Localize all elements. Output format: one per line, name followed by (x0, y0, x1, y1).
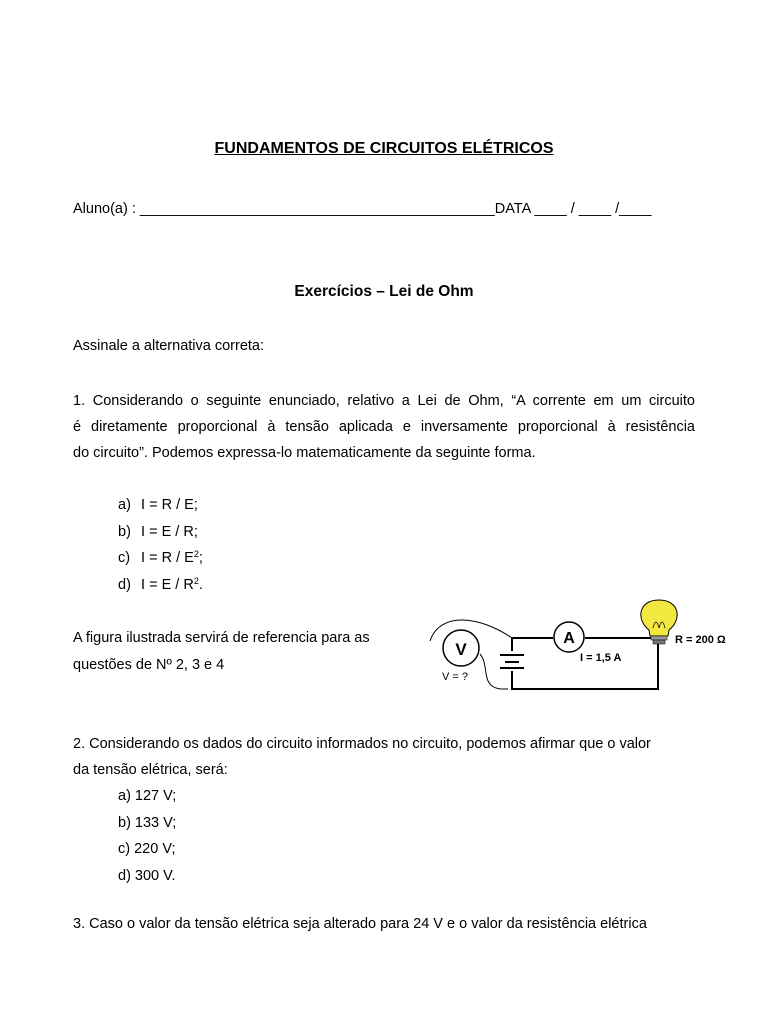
option-c[interactable] (118, 545, 203, 572)
figure-reference-line-2: questões de Nº 2, 3 e 4 (73, 657, 225, 673)
current-label: I = 1,5 A (580, 652, 622, 664)
ammeter-label: A (563, 630, 575, 647)
question-1-line-2: é diretamente proporcional à tensão aplicada e inversamente proporcional à resistência (73, 419, 695, 435)
figure-reference-line-1: A figura ilustrada servirá de referencia para as (73, 630, 370, 646)
circuit-diagram (420, 596, 740, 696)
option-label: c) (118, 550, 131, 566)
option-label: d) (118, 576, 131, 593)
voltage-label: V = ? (442, 671, 468, 683)
question-1 (73, 388, 695, 466)
student-date-line: Aluno(a) : ____________________________________________DATA ____ / ____ /____ (73, 201, 652, 217)
option-d[interactable]: d) 300 V. (118, 867, 176, 884)
voltmeter-label: V (455, 640, 467, 659)
option-b[interactable]: b) 133 V; (118, 814, 177, 831)
exponent: 2 (193, 549, 199, 559)
question-2-options (118, 783, 176, 889)
option-b[interactable] (118, 519, 203, 546)
option-end: . (198, 576, 203, 593)
question-1-line-3: do circuito”. Podemos expressa-lo matematicamente da seguinte forma. (73, 445, 536, 461)
question-2 (73, 731, 651, 783)
question-2-line-1: 2. Considerando os dados do circuito informados no circuito, podemos afirmar que o valor (73, 736, 651, 752)
question-1-options (118, 492, 203, 598)
option-d[interactable] (118, 572, 203, 599)
document-title: FUNDAMENTOS DE CIRCUITOS ELÉTRICOS (214, 140, 554, 157)
question-1-line-1: 1. Considerando o seguinte enunciado, relativo a Lei de Ohm, “A corrente em um circuito (73, 393, 695, 409)
option-text: I = R / E; (141, 497, 198, 513)
option-a[interactable] (118, 492, 203, 519)
question-3: 3. Caso o valor da tensão elétrica seja alterado para 24 V e o valor da resistência elétrica (73, 916, 647, 932)
option-text: I = R / E (141, 550, 194, 566)
option-end: ; (198, 550, 203, 566)
option-text: I = E / R (141, 576, 194, 593)
option-c[interactable]: c) 220 V; (118, 841, 176, 857)
battery-icon (500, 655, 524, 668)
option-label: b) (118, 523, 131, 540)
resistance-label: R = 200 Ω (675, 634, 726, 646)
exponent: 2 (193, 575, 199, 586)
option-a[interactable]: a) 127 V; (118, 788, 177, 804)
option-text: I = E / R; (141, 523, 198, 540)
option-label: a) (118, 497, 131, 513)
instruction-text: Assinale a alternativa correta: (73, 338, 265, 354)
question-2-line-2: da tensão elétrica, será: (73, 762, 228, 778)
figure-reference (73, 625, 370, 679)
exercise-title: Exercícios – Lei de Ohm (294, 283, 474, 300)
